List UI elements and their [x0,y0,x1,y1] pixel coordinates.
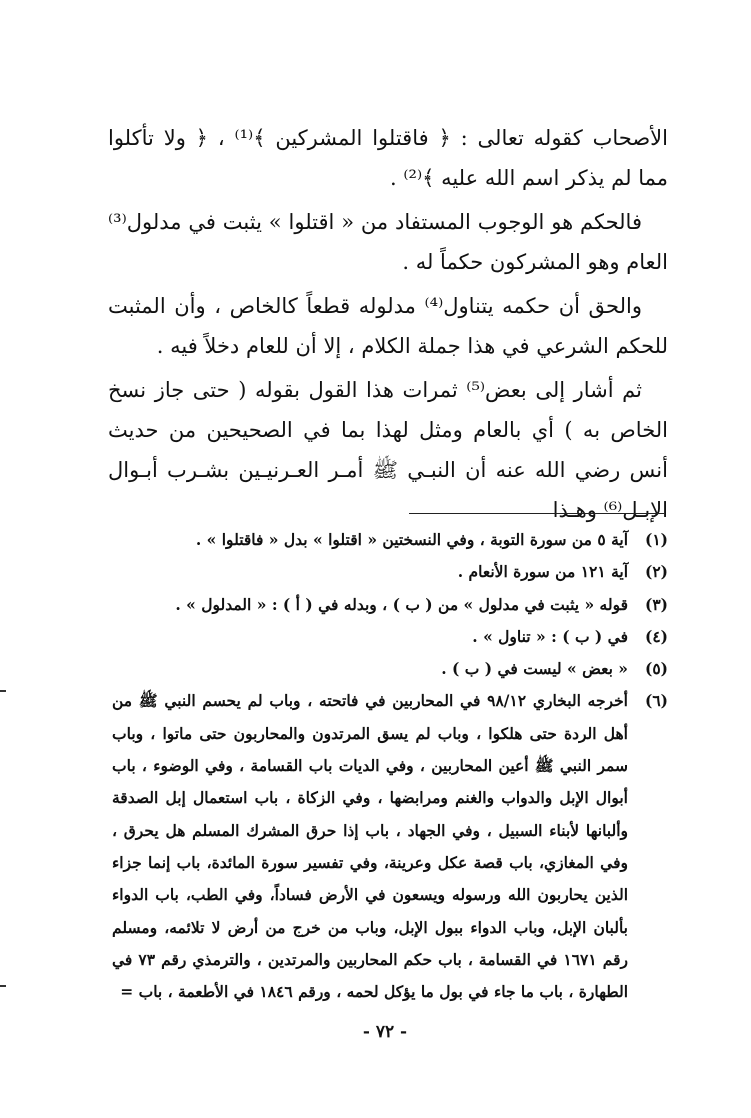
main-text [108,118,668,534]
footnote-number: (٥) [644,659,668,679]
paragraph-4: ثم أشار إلى بعض⁽⁵⁾ ثمرات هذا القول بقوله ( حتى جاز نسخ الخاص به ) أي بالعام ومثل لهذا بما في الصحيحين من حديث أنس رضي الله عنه أن النبـي ﷺ أمـر العـرنيـين بشـرب أبـوال الإبـل⁽⁶⁾ وهـذا [108,378,668,522]
footnote [112,524,668,556]
paragraph-2: فالحكم هو الوجوب المستفاد من « اقتلوا » يثبت في مدلول⁽³⁾ العام وهو المشركون حكماً له . [108,210,668,274]
footnote-text: آية ٥ من سورة التوبة ، وفي النسختين « اقتلوا » بدل « فاقتلوا » . [195,530,628,549]
paragraph-3: والحق أن حكمه يتناول⁽⁴⁾ مدلوله قطعاً كالخاص ، وأن المثبت للحكم الشرعي في هذا جملة الكلام ، إلا أن للعام دخلاً فيه . [108,294,668,358]
footnote-number: (٤) [644,626,668,646]
footnote-text: « بعض » ليست في ( ب ) . [441,659,628,679]
footnote-number: (١) [644,530,668,549]
footnote [112,653,668,685]
footnote-number: (٦) [644,691,668,711]
scan-mark [0,985,6,987]
footnote-number: (٣) [644,594,668,614]
footnotes [112,524,668,1008]
footnote-text: آية ١٢١ من سورة الأنعام . [457,562,628,582]
footnote-number: (٢) [644,562,668,582]
footnote [112,589,668,621]
footnote-separator [409,513,664,514]
footnote [112,621,668,653]
footnote [112,556,668,588]
footnote [112,685,668,1008]
paragraph-1: الأصحاب كقوله تعالى : ﴿ فاقتلوا المشركين ﴾⁽¹⁾ ، ﴿ ولا تأكلوا مما لم يذكر اسم الله عليه ﴾⁽²⁾ . [108,126,668,190]
footnote-text: في ( ب ) : « تناول » . [472,626,628,646]
footnote-text: قوله « يثبت في مدلول » من ( ب ) ، وبدله في ( أ ) : « المدلول » . [175,594,628,614]
page-number: - ٧٢ - [362,1022,408,1042]
footnote-text: أخرجه البخاري ٩٨/١٢ في المحاربين في فاتحته ، وباب لم يحسم النبي ﷺ من أهل الردة حتى هلكوا ، وباب لم يسق المرتدون والمحاربون حتى ماتوا ، وباب سمر النبي ﷺ أعين المحاربين ، وفي الديات باب القسامة ، وفي الوضوء ، باب أبوال الإبل والدواب والغنم ومرابضها ، وفي الزكاة ، باب استعمال إبل الصدقة وألبانها لأبناء السبيل ، وفي الجهاد ، باب إذا حرق المشرك المسلم هل يحرق ، وفي المغازي، باب قصة عكل وعرينة، وفي تفسير سورة المائدة، باب إنما جزاء الذين يحاربون الله ورسوله ويسعون في الأرض فساداً، وفي الطب، باب الدواء بألبان الإبل، وباب الدواء ببول الإبل، وباب من خرج من أرض لا تلائمه، ومسلم رقم ١٦٧١ في القسامة ، باب حكم المحاربين والمرتدين ، والترمذي رقم ٧٣ في الطهارة ، باب ما جاء في بول ما يؤكل لحمه ، ورقم ١٨٤٦ في الأطعمة ، باب = [112,691,628,1002]
scan-mark [0,690,6,692]
